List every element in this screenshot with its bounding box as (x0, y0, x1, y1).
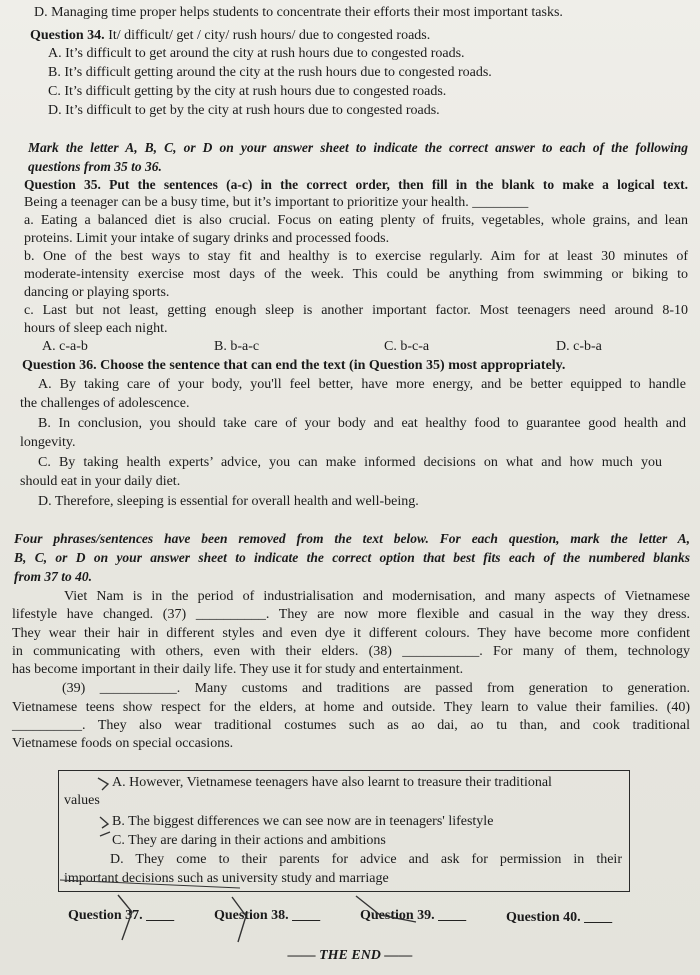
q36-option-a-line2: the challenges of adolescence. (20, 396, 190, 411)
q35-sentence-a-line2: proteins. Limit your intake of sugary drinks and processed foods. (24, 231, 390, 246)
passage-line-9: Vietnamese foods on special occasions. (12, 736, 234, 751)
the-end: —— THE END —— (287, 948, 413, 963)
q35-option-c: C. b-c-a (384, 339, 430, 354)
passage-line-4: in communicating with others, even with their elders. (38) ___________. For many of them, technology (12, 644, 690, 659)
q35-sentence-a-line1: a. Eating a balanced diet is also crucial. Focus on eating plenty of fruits, vegetables, whole grains, and lean (24, 213, 688, 228)
q35-option-b: B. b-a-c (214, 339, 260, 354)
option-a-line2: values (64, 793, 100, 808)
passage-line-6: (39) ___________. Many customs and traditions are passed from generation to generation. (62, 681, 690, 696)
passage-line-2: lifestyle have changed. (37) __________. They are now more flexible and casual in the way they dress. (12, 607, 690, 622)
q35-sentence-c-line1: c. Last but not least, getting enough sleep is another important factor. Most teenagers need around 8-10 (24, 303, 688, 318)
q36-option-c-line2: should eat in your daily diet. (20, 474, 181, 489)
q36-option-a-line1: A. By taking care of your body, you'll feel better, have more energy, and be better equipped to handle (38, 377, 686, 392)
option-d-line2: important decisions such as university study and marriage (64, 871, 389, 886)
q36-option-b-line1: B. In conclusion, you should take care of your body and eat healthy food to guarantee good health and (38, 416, 686, 431)
q34-option-c: C. It’s difficult getting by the city at rush hours due to congested roads. (48, 84, 447, 99)
passage-line-8: __________. They also wear traditional costumes such as ao dai, ao tu than, and cook traditional (12, 718, 690, 733)
q34-line (30, 27, 430, 44)
q34-option-d: D. It’s difficult to get by the city at rush hours due to congested roads. (48, 103, 440, 118)
q35-sentence-b-line2: moderate-intensity exercise most days of the week. This could be anything from swimming or biking to (24, 267, 688, 282)
q34-option-a: A. It’s difficult to get around the city at rush hours due to congested roads. (48, 46, 465, 61)
instruction-2-line2: B, C, or D on your answer sheet to indicate the correct option that best fits each of the numbered blanks (14, 550, 690, 565)
instruction-1-line1: Mark the letter A, B, C, or D on your answer sheet to indicate the correct answer to each of the following (28, 140, 688, 155)
q35-sentence-b-line3: dancing or playing sports. (24, 285, 170, 300)
option-a-line1: A. However, Vietnamese teenagers have also learnt to treasure their traditional (112, 775, 552, 790)
q35-sentence-c-line2: hours of sleep each night. (24, 321, 168, 336)
q34-option-b: B. It’s difficult getting around the city at the rush hours due to congested roads. (48, 65, 492, 80)
passage-line-1: Viet Nam is in the period of industrialisation and modernisation, and many aspects of Vietnamese (64, 589, 690, 604)
passage-line-5: has become important in their daily life. They use it for study and entertainment. (12, 662, 464, 677)
q33-option-d: D. Managing time proper helps students to concentrate their efforts their most important tasks. (34, 5, 563, 20)
answer-question-40: Question 40. ____ (506, 910, 613, 925)
q35-intro: Being a teenager can be a busy time, but it’s important to prioritize your health. ________ (24, 195, 529, 210)
q36-option-d: D. Therefore, sleeping is essential for overall health and well-being. (38, 494, 419, 509)
answer-question-39: Question 39. ____ (360, 908, 467, 923)
q35-option-a: A. c-a-b (42, 339, 88, 354)
q34-prompt: It/ difficult/ get / city/ rush hours/ due to congested roads. (104, 28, 431, 43)
instruction-2-line1: Four phrases/sentences have been removed from the text below. For each question, mark the letter A, (14, 531, 690, 546)
q36-option-b-line2: longevity. (20, 435, 76, 450)
instruction-2-line3: from 37 to 40. (14, 569, 93, 584)
passage-line-3: They wear their hair in different styles and even dye it different colours. They have become more confident (12, 626, 690, 641)
q36-title: Question 36. Choose the sentence that can end the text (in Question 35) most appropriately. (22, 358, 566, 373)
option-d-line1: D. They come to their parents for advice and ask for permission in their (110, 852, 622, 867)
answer-question-37: Question 37. ____ (68, 908, 175, 923)
q34-title: Question 34. (30, 28, 105, 43)
instruction-1-line2: questions from 35 to 36. (28, 159, 162, 174)
option-c: C. They are daring in their actions and ambitions (112, 833, 386, 848)
q35-sentence-b-line1: b. One of the best ways to stay fit and healthy is to exercise regularly. Aim for at least 30 minutes of (24, 249, 688, 264)
q36-option-c-line1: C. By taking health experts’ advice, you can make informed decisions on what and how much you (38, 455, 662, 470)
passage-line-7: Vietnamese teens show respect for the elders, at home and outside. They learn to value their families. (40) (12, 700, 690, 715)
q35-title: Question 35. Put the sentences (a-c) in the correct order, then fill in the blank to make a logical text. (24, 177, 688, 192)
answer-question-38: Question 38. ____ (214, 908, 321, 923)
q35-option-d: D. c-b-a (556, 339, 602, 354)
option-b: B. The biggest differences we can see now are in teenagers' lifestyle (112, 814, 494, 829)
